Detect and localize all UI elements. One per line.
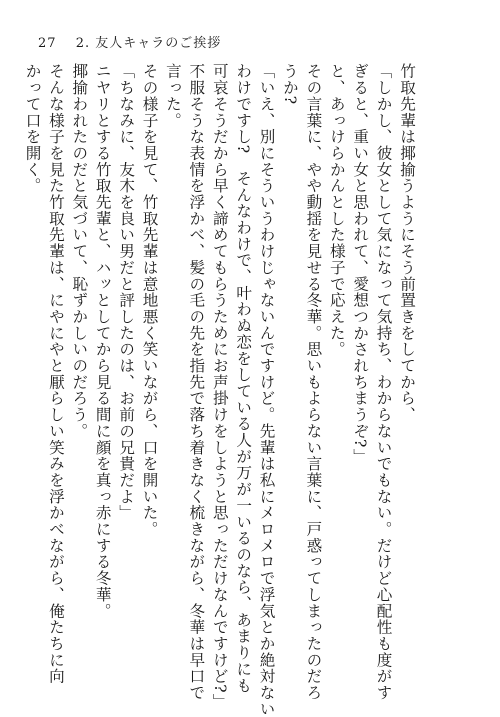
text-line: 「しかし、彼女として気になって気持ち、わからないでもない。だけど心配性も度がす: [374, 63, 393, 701]
text-line: 言った。: [163, 63, 182, 129]
chapter-title: 2. 友人キャラのご挨拶: [75, 36, 222, 51]
text-line: 竹取先輩は揶揄うようにそう前置きをしてから、: [398, 63, 416, 423]
text-line: 可哀そうだから早く諦めてもらうためにお声掛けをしようと思っただけなんですけど?」: [210, 63, 229, 710]
text-line: 揶揄われたのだと気づいて、恥ずかしいのだろう。: [70, 63, 89, 440]
novel-body-text: [23, 63, 418, 717]
text-line: その様子を見て、竹取先輩は意地悪く笑いながら、口を開いた。: [140, 63, 159, 538]
text-line: かって口を開く。: [23, 63, 42, 194]
text-line: わけですし? そんなわけで、叶わぬ恋をしている人が万が一いるのなら、あまりにも: [234, 63, 253, 694]
text-line: 「いえ、別にそういうわけじゃないんですけど。先輩は私にメロメロで浮気とか絶対ない: [257, 63, 276, 717]
text-line: うか?: [280, 63, 299, 105]
text-line: ニヤリとする竹取先輩と、ハッとしてから見る間に顔を真っ赤にする冬華。: [93, 63, 112, 619]
text-line: 不服そうな表情を浮かべ、髪の毛の先を指先で落ち着きなく梳きながら、冬華は早口で: [187, 63, 206, 701]
text-line: ぎると、重い女と思われて、愛想つかされちまうぞ?」: [351, 63, 370, 465]
page-number: 27: [38, 36, 57, 51]
page-header: [38, 32, 221, 51]
text-line: そんな様子を見た竹取先輩は、にやにやと厭らしい笑みを浮かべながら、俺たちに向: [46, 63, 65, 685]
text-line: 「ちなみに、友木を良い男だと評したのは、お前の兄貴だよ」: [117, 63, 136, 521]
text-line: その言葉に、やや動揺を見せる冬華。思いもよらない言葉に、戸惑ってしまったのだろ: [304, 63, 323, 701]
text-line: と、あっけらかんとした様子で応えた。: [327, 63, 346, 358]
